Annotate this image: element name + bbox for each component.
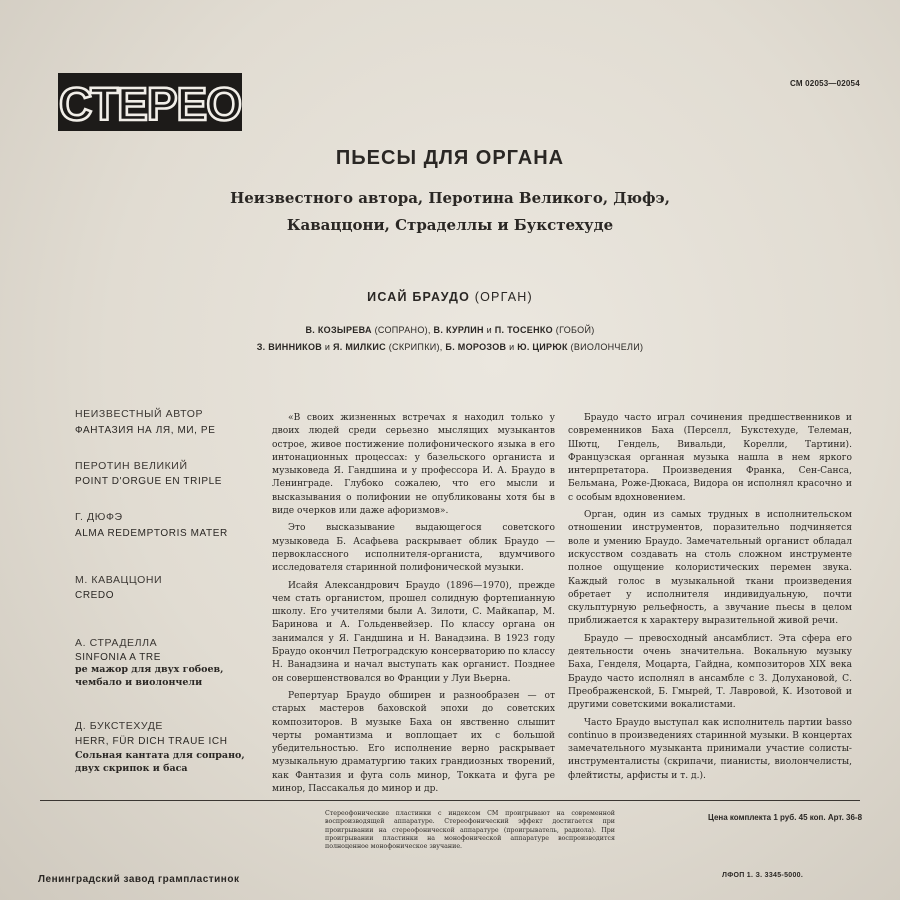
program-work: ALMA REDEMPTORIS MATER <box>75 528 228 539</box>
program-composer: А. СТРАДЕЛЛА <box>75 637 158 649</box>
program-description: Сольная кантата для сопрано, двух скрипок и баса <box>75 750 245 774</box>
logo-text: СТЕРЕО <box>59 78 241 130</box>
program-work: ФАНТАЗИЯ НА ЛЯ, МИ, РЕ <box>75 425 216 436</box>
credit-name: В. КОЗЫРЕВА <box>305 325 372 335</box>
paragraph: Исайя Александрович Браудо (1896—1970), прежде чем стать органистом, прошел солидную фортепианную школу. Его учителями были А. Зилоти, С. Майкапар, М. Баринова и А. Гольденвейзер. По классу органа он занимался у Я. Гандшина и Н. Ванадзина. В 1923 году Браудо окончил Петроградскую консерваторию по классу Н. Ванадзина и начал выступать как органист. Позднее он совершенствовался во Франции у Луи Вьерна. <box>272 580 555 684</box>
credit-role: и <box>483 325 495 335</box>
performer-line <box>0 290 900 304</box>
paragraph: Часто Браудо выступал как исполнитель партии basso continuo в произведениях старинной музыки. В концертах замечательного музыканта принимали участие солисты-инструменталисты (скрипачи, пианисты, виолончелисты, флейтисты, арфисты и т. д.). <box>568 717 852 781</box>
credit-name: В. КУРЛИН <box>433 325 484 335</box>
subtitle-line-1: Неизвестного автора, Перотина Великого, Дюфэ, <box>230 189 670 207</box>
credit-name: П. ТОСЕНКО <box>494 325 553 335</box>
program-composer: НЕИЗВЕСТНЫЙ АВТОР <box>75 408 204 420</box>
stereo-logo <box>58 73 242 131</box>
catalog-number: СМ 02053—02054 <box>790 79 860 88</box>
credit-name: Б. МОРОЗОВ <box>445 342 507 352</box>
liner-notes-column-1 <box>272 412 555 800</box>
credits-line-2 <box>0 342 900 352</box>
album-title: ПЬЕСЫ ДЛЯ ОРГАНА <box>335 147 565 169</box>
paragraph: Браудо часто играл сочинения предшественников и современников Баха (Перселл, Букстехуде, Телеман, Шютц, Гендель, Вивальди, Корелли, Тартини). Французская органная музыка нашла в нем яркого интерпретатора. Произведения Франка, Сен-Санса, Бельмана, Роже-Дюкаса, Видора он исполнял красочно и с особым вдохновением. <box>568 413 852 503</box>
paragraph: «В своих жизненных встречах я находил только у двоих людей среди серьезно мыслящих музыкантов острое, живое постижение полифонического языка в его интонационных процессах: у базельского органиста и музыковеда Я. Гандшина и у профессора И. А. Браудо в Ленинграде. Глубоко сожалею, что его мысли и высказывания о полифонии не опубликованы хотя бы в виде очерков или даже афоризмов». <box>272 413 555 517</box>
credit-role: и <box>322 342 333 352</box>
stereo-note: Стереофонические пластинки с индексом СМ проигрывают на современной воспроизводящей аппаратуре. Стереофонический эффект достигается при проигрывании на стереофонической аппаратуре (проигрыватель, радиола). При проигрывании пластинки на монофонической аппаратуре воспроизводится полноценное монофоническое звучание. <box>325 810 615 851</box>
print-code: ЛФОП 1. З. 3345-5000. <box>722 872 804 879</box>
subtitle-line-2: Каваццони, Страделлы и Букстехуде <box>286 216 614 234</box>
program-work: SINFONIA A TRE <box>75 652 162 663</box>
program-work: CREDO <box>75 590 115 601</box>
program-composer: ПЕРОТИН ВЕЛИКИЙ <box>75 460 188 472</box>
performer-name: ИСАЙ БРАУДО <box>367 290 471 304</box>
credits-line-1 <box>0 325 900 335</box>
credit-role: и <box>506 342 518 352</box>
credit-role: (СОПРАНО), <box>371 325 434 335</box>
paragraph: Репертуар Браудо обширен и разнообразен — от старых мастеров баховской эпохи до советских композиторов. В музыке Баха он явственно слышит черты романтизма и воплощает их с большой убедительностью. Его исполнение верно раскрывает музыкальную драматургию таких грандиозных творений, как Фантазия и фуга соль минор, Токката и фуга ре минор, Пассакалья до минор и др. <box>272 690 555 795</box>
credit-role: (ВИОЛОНЧЕЛИ) <box>567 342 644 352</box>
credit-name: Я. МИЛКИС <box>333 342 386 352</box>
program-work: POINT D'ORGUE EN TRIPLE <box>75 476 223 487</box>
program-description: ре мажор для двух гобоев, чембало и виолончели <box>75 664 224 688</box>
credit-name: Ю. ЦИРЮК <box>517 342 568 352</box>
paragraph: Браудо — превосходный ансамблист. Эта сфера его деятельности очень значительна. Вокальную музыку Баха, Генделя, Моцарта, Гайдна, композиторов XIX века Браудо часто исполнял в ансамбле с З. Долухановой, С. Преображенской, Б. Гмырей, Т. Лавровой, К. Изотовой и другими советскими вокалистами. <box>568 633 852 711</box>
credit-role: (СКРИПКИ), <box>385 342 446 352</box>
price-label: Цена комплекта 1 руб. 45 коп. Арт. 36-8 <box>708 813 863 822</box>
credit-name: З. ВИННИКОВ <box>256 342 323 352</box>
program-composer: М. КАВАЦЦОНИ <box>75 574 163 586</box>
liner-notes-column-2 <box>568 412 852 787</box>
program-composer: Г. ДЮФЭ <box>75 511 123 523</box>
program-composer: Д. БУКСТЕХУДЕ <box>75 720 164 732</box>
program-work: HERR, FÜR DICH TRAUE ICH <box>75 736 228 747</box>
credit-role: (ГОБОЙ) <box>552 325 595 335</box>
performer-role: (ОРГАН) <box>474 290 533 304</box>
factory-name: Ленинградский завод грампластинок <box>38 874 240 885</box>
paragraph: Это высказывание выдающегося советского музыковеда Б. Асафьева раскрывает облик Браудо — первоклассного исполнителя-органиста, вдумчивого исследователя старинной полифонической музыки. <box>272 523 555 574</box>
divider <box>40 800 860 801</box>
paragraph: Орган, один из самых трудных в исполнительском отношении инструментов, поразительно подчиняется воле и умению Браудо. Замечательный органист обладал искусством создавать на столь сложном инструменте полное ощущение колористических перемен звука. Каждый голос в музыкальной ткани произведения обретает у исполнителя индивидуальную, почти скульптурную рельефность, а звучание пьесы в целом приближается к характеру выразительной живой речи. <box>568 510 852 627</box>
